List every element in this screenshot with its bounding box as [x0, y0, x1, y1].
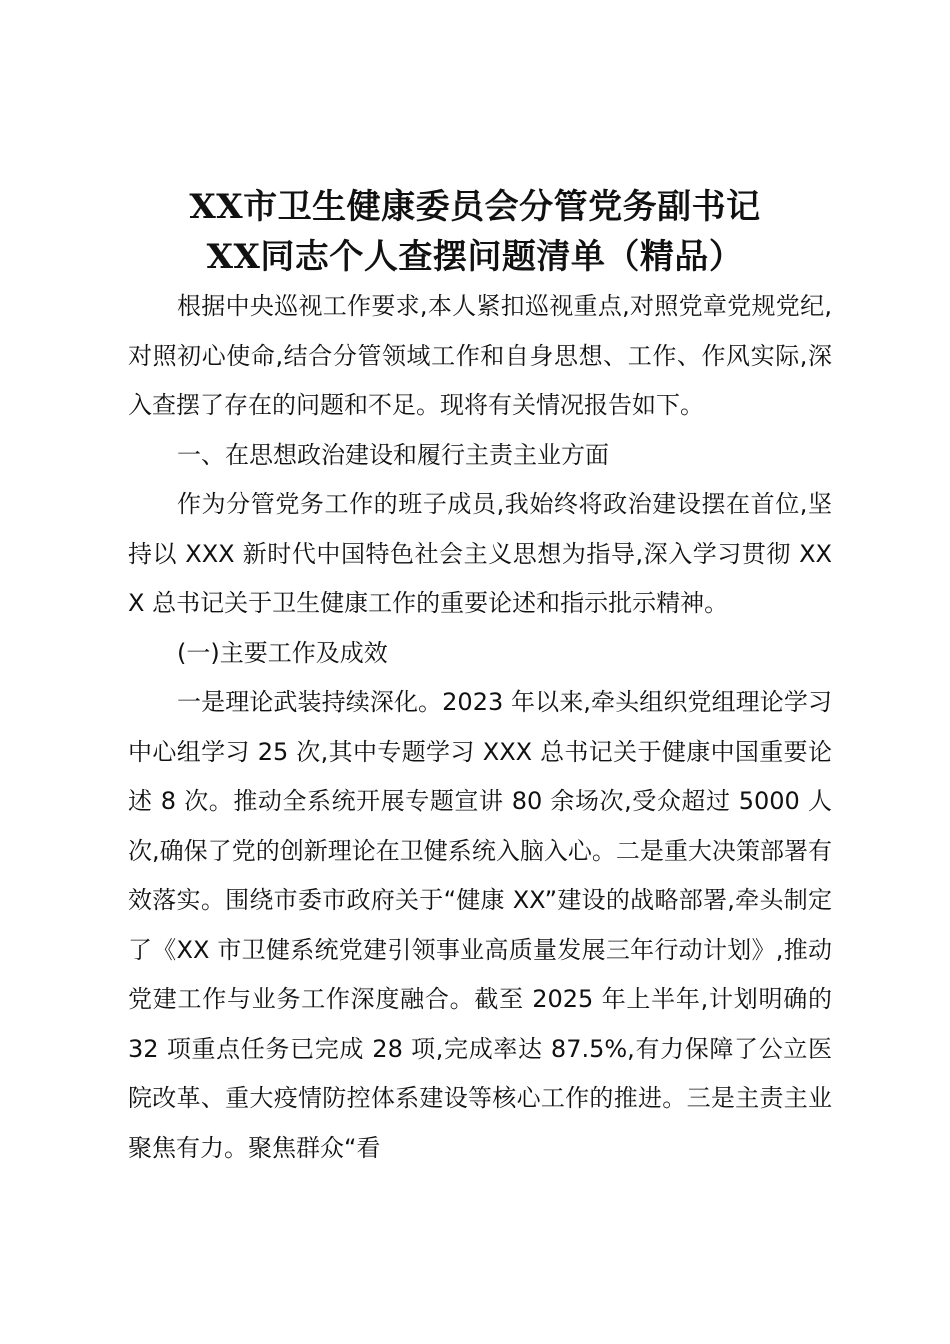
document-body	[128, 282, 832, 1173]
subsection-1-paragraph: 一是理论武装持续深化。2023 年以来,牵头组织党组理论学习中心组学习 25 次,其中专题学习 XXX 总书记关于健康中国重要论述 8 次。推动全系统开展专题宣讲 80 余场次,受众超过 5000 人次,确保了党的创新理论在卫健系统入脑入心。二是重大决策部署有效落实。围绕市委市政府关于“健康 XX”建设的战略部署,牵头制定了《XX 市卫健系统党建引领事业高质量发展三年行动计划》,推动党建工作与业务工作深度融合。截至 2025 年上半年,计划明确的 32 项重点任务已完成 28 项,完成率达 87.5%,有力保障了公立医院改革、重大疫情防控体系建设等核心工作的推进。三是主责主业聚焦有力。聚焦群众“看	[128, 688, 832, 1162]
document-title	[120, 182, 830, 282]
title-line-2: XX同志个人查摆问题清单（精品）	[206, 237, 744, 277]
section-heading-1: 一、在思想政治建设和履行主责主业方面	[177, 440, 609, 469]
title-line-1: XX市卫生健康委员会分管党务副书记	[189, 187, 761, 227]
intro-paragraph: 根据中央巡视工作要求,本人紧扣巡视重点,对照党章党规党纪,对照初心使命,结合分管领域工作和自身思想、工作、作风实际,深入查摆了存在的问题和不足。现将有关情况报告如下。	[128, 292, 832, 419]
section-1-paragraph: 作为分管党务工作的班子成员,我始终将政治建设摆在首位,坚持以 XXX 新时代中国特色社会主义思想为指导,深入学习贯彻 XXX 总书记关于卫生健康工作的重要论述和指示批示精神。	[128, 490, 832, 617]
subsection-heading-1: (一)主要工作及成效	[177, 638, 388, 667]
